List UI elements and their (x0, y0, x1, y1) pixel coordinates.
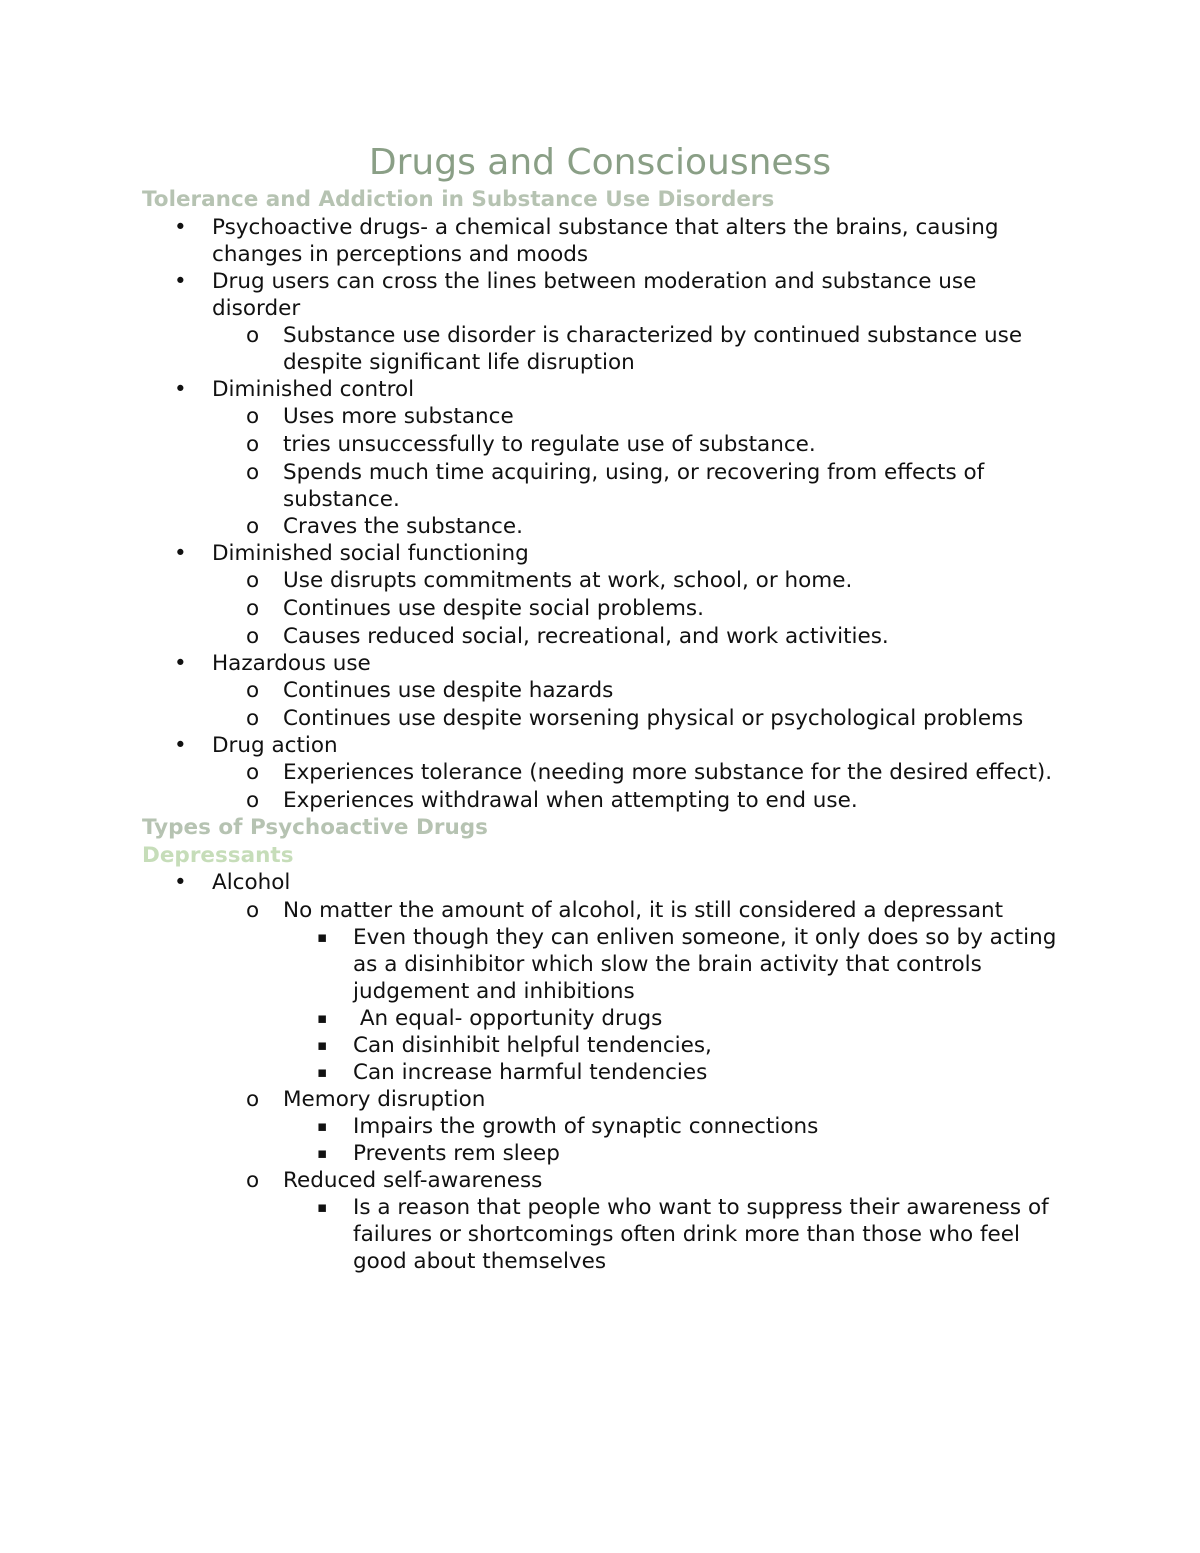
list-item: o tries unsuccessfully to regulate use of substance. (246, 432, 816, 457)
list-item: • Diminished social functioning (174, 541, 529, 566)
list-item: ▪ An equal- opportunity drugs (317, 1006, 663, 1031)
bullet-marker: • (174, 215, 187, 240)
list-item: o Use disrupts commitments at work, school, or home. (246, 568, 853, 593)
circle-marker: o (246, 514, 260, 539)
list-item: ▪ Impairs the growth of synaptic connections (317, 1114, 819, 1139)
square-marker: ▪ (317, 1144, 328, 1162)
circle-marker: o (246, 568, 260, 593)
circle-marker: o (246, 323, 260, 348)
square-marker: ▪ (317, 1036, 328, 1054)
list-item: o Continues use despite social problems. (246, 596, 704, 621)
square-marker: ▪ (317, 928, 328, 946)
list-item: • Diminished control (174, 377, 415, 402)
square-marker: ▪ (317, 1198, 328, 1216)
circle-marker: o (246, 1087, 260, 1112)
list-item: o Continues use despite worsening physical or psychological problems (246, 706, 1024, 731)
circle-marker: o (246, 460, 260, 485)
square-marker: ▪ (317, 1063, 328, 1081)
section2-list (142, 869, 1062, 1275)
list-item: ▪ Even though they can enliven someone, it only does so by acting as a disinhibitor which slow the brain activity that controls judgement and inhibitions (317, 925, 1057, 1004)
list-item: ▪ Can disinhibit helpful tendencies, (317, 1033, 712, 1058)
subsection-heading-depressants: Depressants (142, 843, 294, 868)
list-item: • Psychoactive drugs- a chemical substance that alters the brains, causing changes in perceptions and moods (174, 215, 999, 267)
square-marker: ▪ (317, 1117, 328, 1135)
circle-marker: o (246, 432, 260, 457)
list-item: o Causes reduced social, recreational, and work activities. (246, 624, 889, 649)
circle-marker: o (246, 788, 260, 813)
list-item: o Reduced self-awareness (246, 1168, 543, 1193)
bullet-marker: • (174, 651, 187, 676)
list-item: • Drug users can cross the lines between moderation and substance use disorder (174, 269, 977, 321)
list-item: ▪ Is a reason that people who want to suppress their awareness of failures or shortcomings often drink more than those who feel good about themselves (317, 1195, 1049, 1274)
list-item: • Hazardous use (174, 651, 371, 676)
circle-marker: o (246, 404, 260, 429)
list-item: ▪ Can increase harmful tendencies (317, 1060, 708, 1085)
list-item: ▪ Prevents rem sleep (317, 1141, 560, 1166)
list-item: • Drug action (174, 733, 338, 758)
list-item: o Experiences tolerance (needing more substance for the desired effect). (246, 760, 1053, 785)
list-item: • Alcohol (174, 870, 291, 895)
list-item: o Uses more substance (246, 404, 514, 429)
circle-marker: o (246, 596, 260, 621)
circle-marker: o (246, 760, 260, 785)
list-item: o No matter the amount of alcohol, it is still considered a depressant (246, 898, 1004, 923)
list-item: o Memory disruption (246, 1087, 486, 1112)
circle-marker: o (246, 898, 260, 923)
circle-marker: o (246, 706, 260, 731)
list-item: o Experiences withdrawal when attempting to end use. (246, 788, 858, 813)
bullet-marker: • (174, 377, 187, 402)
list-item: o Spends much time acquiring, using, or recovering from effects of substance. (246, 460, 985, 512)
bullet-marker: • (174, 870, 187, 895)
bullet-marker: • (174, 269, 187, 294)
circle-marker: o (246, 1168, 260, 1193)
document-body (142, 186, 1062, 1275)
list-item: o Craves the substance. (246, 514, 523, 539)
section-heading-tolerance: Tolerance and Addiction in Substance Use Disorders (142, 187, 775, 212)
page-title: Drugs and Consciousness (368, 142, 832, 183)
list-item: o Continues use despite hazards (246, 678, 614, 703)
list-item: o Substance use disorder is characterized by continued substance use despite significant life disruption (246, 323, 1023, 375)
bullet-marker: • (174, 733, 187, 758)
bullet-marker: • (174, 541, 187, 566)
square-marker: ▪ (317, 1009, 328, 1027)
section1-list (142, 214, 1062, 814)
section-heading-types: Types of Psychoactive Drugs (142, 815, 488, 840)
circle-marker: o (246, 678, 260, 703)
circle-marker: o (246, 624, 260, 649)
